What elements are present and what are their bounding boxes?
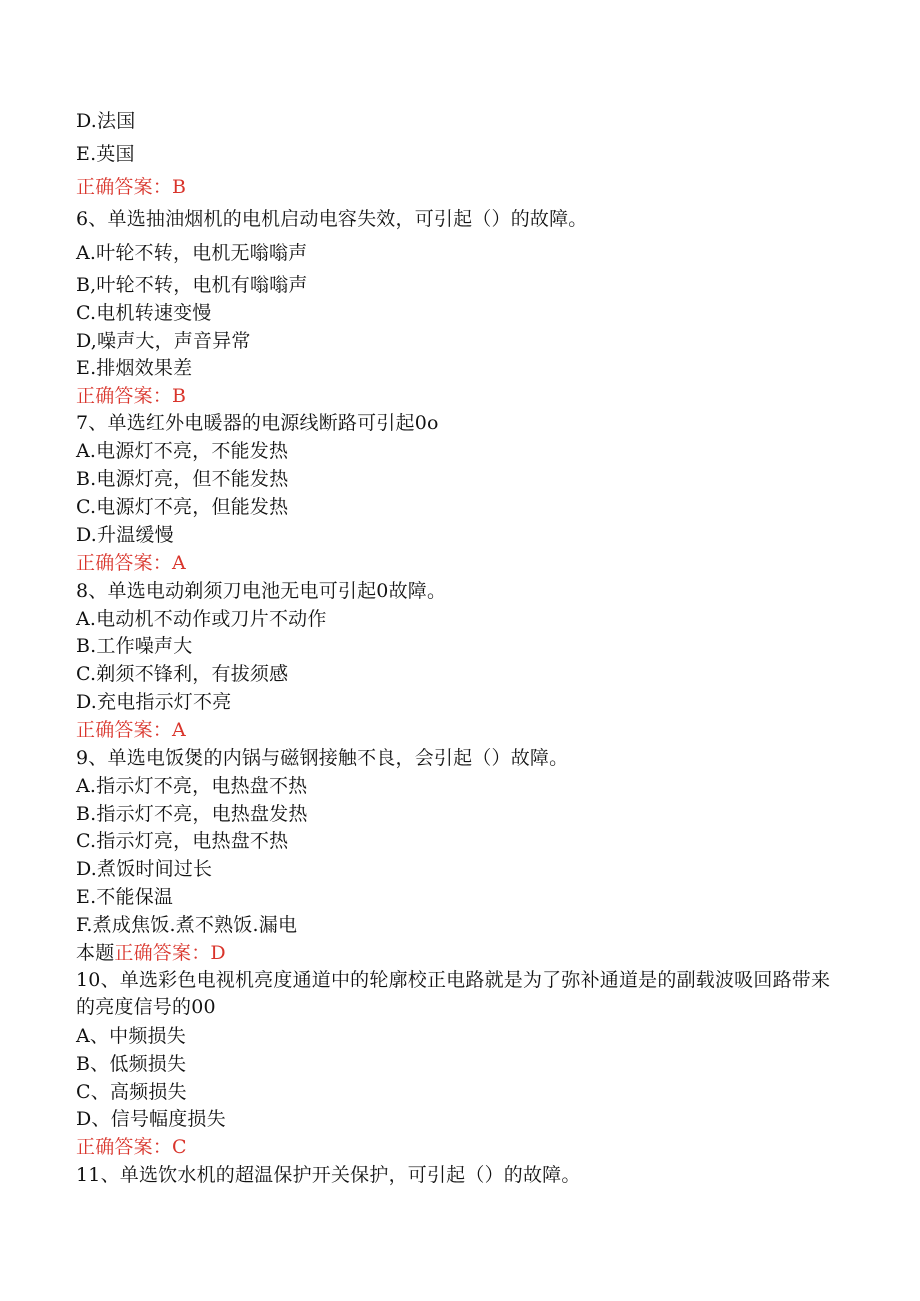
option-a-q9: A.指示灯不亮，电热盘不热 — [76, 775, 308, 797]
question-6: 6、单选抽油烟机的电机启动电容失效，可引起（）的故障。 — [76, 208, 588, 230]
option-a-q10: A、中频损失 — [76, 1025, 186, 1047]
answer-q10: 正确答案：C — [76, 1136, 187, 1158]
answer-q5: 正确答案：B — [76, 176, 187, 198]
option-d-q8: D.充电指示灯不亮 — [76, 691, 232, 713]
option-d-q9: D.煮饭时间过长 — [76, 858, 213, 880]
option-b-q8: B.工作噪声大 — [76, 635, 193, 657]
question-11: 11、单选饮水机的超温保护开关保护，可引起（）的故障。 — [76, 1164, 581, 1186]
option-c-q9: C.指示灯亮，电热盘不热 — [76, 830, 289, 852]
option-e-q5: E.英国 — [76, 143, 135, 165]
answer-q6: 正确答案：B — [76, 385, 187, 407]
question-7: 7、单选红外电暖器的电源线断路可引起0o — [76, 412, 439, 434]
option-d-q7: D.升温缓慢 — [76, 524, 174, 546]
option-b-q10: B、低频损失 — [76, 1053, 187, 1075]
option-b-q6: B,叶轮不转，电机有嗡嗡声 — [76, 274, 308, 296]
option-c-q10: C、高频损失 — [76, 1081, 187, 1103]
option-c-q8: C.剃须不锋利，有拔须感 — [76, 663, 289, 685]
option-b-q7: B.电源灯亮，但不能发热 — [76, 468, 289, 490]
option-a-q6: A.叶轮不转，电机无嗡嗡声 — [76, 242, 308, 264]
question-10: 10、单选彩色电视机亮度通道中的轮廓校正电路就是为了弥补通道是的副载波吸回路带来的亮度信号的00 — [76, 969, 831, 1018]
answer-q8: 正确答案：A — [76, 719, 186, 741]
option-b-q9: B.指示灯不亮，电热盘发热 — [76, 803, 308, 825]
question-9: 9、单选电饭煲的内锅与磁钢接触不良，会引起（）故障。 — [76, 747, 569, 769]
answer-text: 正确答案：D — [114, 942, 226, 964]
option-a-q7: A.电源灯不亮，不能发热 — [76, 440, 289, 462]
option-d-q5: D.法国 — [76, 110, 136, 132]
option-d-q6: D,噪声大，声音异常 — [76, 330, 251, 352]
option-e-q6: E.排烟效果差 — [76, 357, 193, 379]
question-8: 8、单选电动剃须刀电池无电可引起0故障。 — [76, 580, 447, 602]
answer-q7: 正确答案：A — [76, 552, 186, 574]
option-e-q9: E.不能保温 — [76, 886, 174, 908]
answer-q9 — [76, 940, 226, 966]
option-c-q6: C.电机转速变慢 — [76, 302, 212, 324]
option-a-q8: A.电动机不动作或刀片不动作 — [76, 608, 327, 630]
option-c-q7: C.电源灯不亮，但能发热 — [76, 496, 289, 518]
answer-prefix: 本题 — [76, 942, 115, 964]
option-f-q9: F.煮成焦饭.煮不熟饭.漏电 — [76, 914, 298, 936]
option-d-q10: D、信号幅度损失 — [76, 1108, 226, 1130]
